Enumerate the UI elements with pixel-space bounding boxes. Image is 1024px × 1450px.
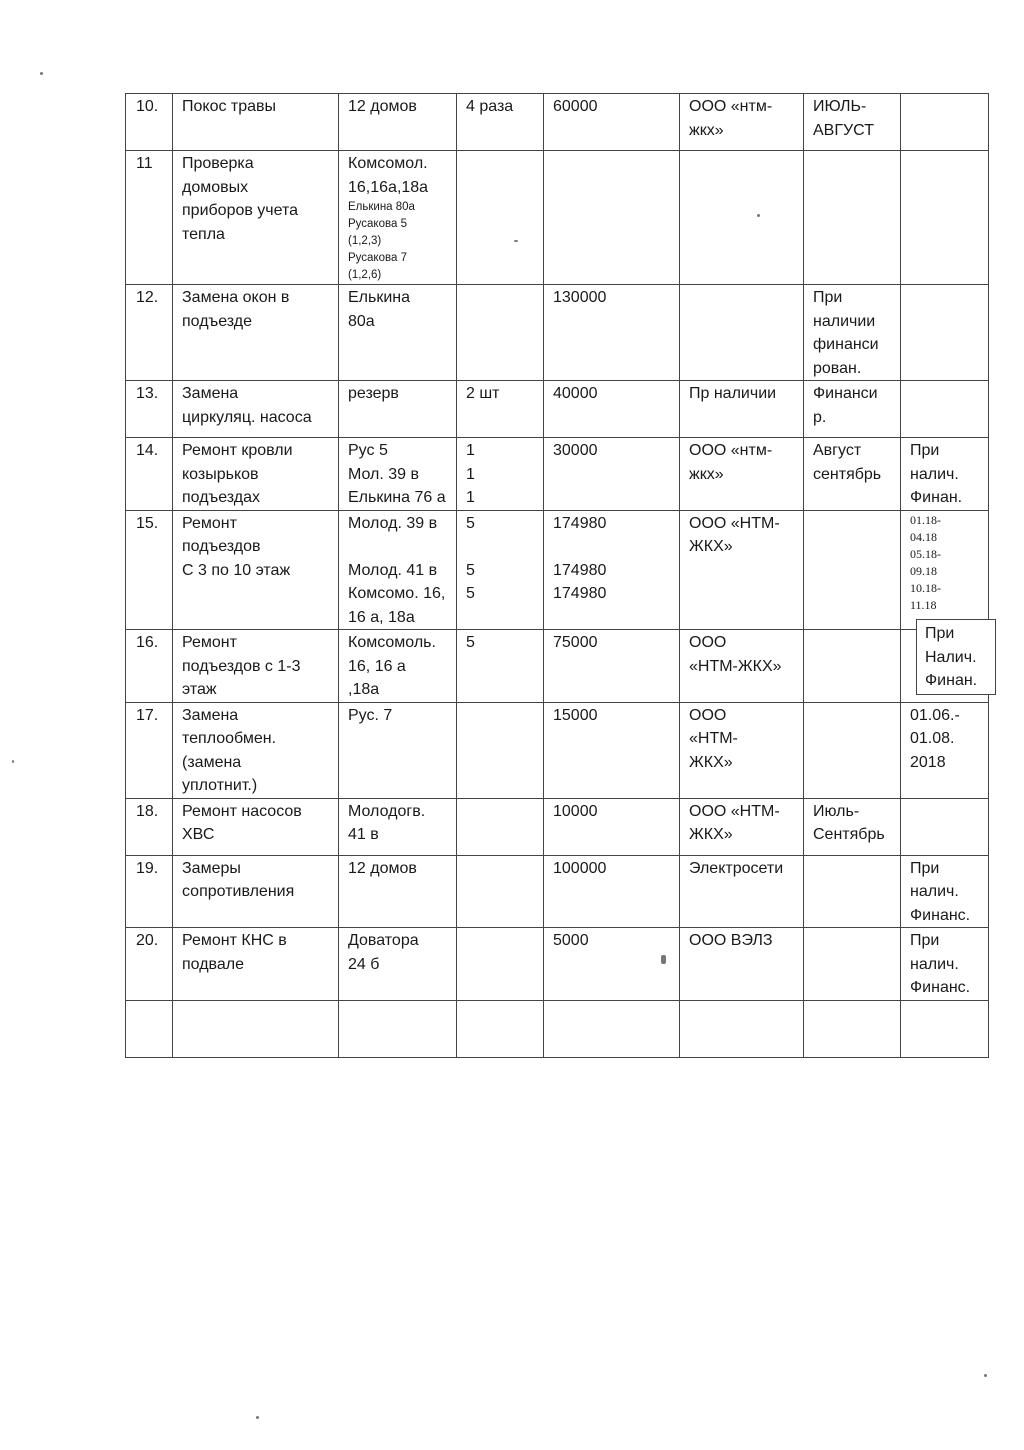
work-name: Покос травы <box>173 94 339 151</box>
note: При налич. Финанс. <box>901 928 989 1001</box>
period <box>804 928 901 1001</box>
amount: 75000 <box>544 630 680 703</box>
table-row <box>126 798 989 855</box>
period: Август сентябрь <box>804 438 901 511</box>
note: 01.06.- 01.08. 2018 <box>901 702 989 798</box>
object-address-main: Комсомол. 16,16а,18а <box>348 155 429 196</box>
quantity: 4 раза <box>457 94 544 151</box>
contractor: ООО «НТМ- ЖКХ» <box>680 798 804 855</box>
object-address: Елькина 80а <box>339 285 457 381</box>
amount: 5000 <box>544 928 680 1001</box>
table-row <box>126 928 989 1001</box>
note: При налич. Финанс. <box>901 855 989 928</box>
contractor: ООО «НТМ-ЖКХ» <box>680 630 804 703</box>
object-address: Комсомоль. 16, 16 а ,18а <box>339 630 457 703</box>
object-address-details: Елькина 80а Русакова 5 (1,2,3) Русакова 7 (1,2,6) <box>348 201 415 281</box>
quantity: 5 <box>457 630 544 703</box>
table-row <box>126 855 989 928</box>
contractor <box>680 285 804 381</box>
work-name: Проверка домовых приборов учета тепла <box>173 151 339 285</box>
note-box: При Налич. Финан. <box>916 619 996 695</box>
table-row <box>126 285 989 381</box>
object-address: Доватора 24 б <box>339 928 457 1001</box>
note <box>901 798 989 855</box>
period <box>804 510 901 630</box>
table-row <box>126 702 989 798</box>
contractor: Электросети <box>680 855 804 928</box>
row-number: 16. <box>126 630 173 703</box>
scan-speck <box>12 760 14 763</box>
note <box>901 1000 989 1057</box>
period <box>804 151 901 285</box>
table-row <box>126 381 989 438</box>
scan-speck <box>757 214 760 217</box>
contractor: Пр наличии <box>680 381 804 438</box>
period <box>804 1000 901 1057</box>
work-name: Замена теплообмен. (замена уплотнит.) <box>173 702 339 798</box>
contractor: ООО «нтм- жкх» <box>680 438 804 511</box>
work-name: Замена окон в подъезде <box>173 285 339 381</box>
amount: 15000 <box>544 702 680 798</box>
table-row <box>126 510 989 630</box>
quantity <box>457 855 544 928</box>
object-address: Рус. 7 <box>339 702 457 798</box>
scan-speck <box>256 1416 259 1419</box>
object-address: резерв <box>339 381 457 438</box>
contractor <box>680 1000 804 1057</box>
amount <box>544 151 680 285</box>
period: Финанси р. <box>804 381 901 438</box>
quantity <box>457 151 544 285</box>
work-name: Замена циркуляц. насоса <box>173 381 339 438</box>
amount: 100000 <box>544 855 680 928</box>
contractor: ООО «НТМ- ЖКХ» <box>680 510 804 630</box>
period: ИЮЛЬ- АВГУСТ <box>804 94 901 151</box>
quantity <box>457 928 544 1001</box>
table-row <box>126 630 989 703</box>
row-number: 18. <box>126 798 173 855</box>
note <box>901 151 989 285</box>
object-address <box>339 151 457 285</box>
object-address <box>339 1000 457 1057</box>
row-number <box>126 1000 173 1057</box>
contractor: ООО ВЭЛЗ <box>680 928 804 1001</box>
amount: 30000 <box>544 438 680 511</box>
amount: 10000 <box>544 798 680 855</box>
table-row <box>126 438 989 511</box>
row-number: 11 <box>126 151 173 285</box>
row-number: 15. <box>126 510 173 630</box>
contractor: ООО «нтм- жкх» <box>680 94 804 151</box>
contractor <box>680 151 804 285</box>
note-dates: 01.18- 04.18 05.18- 09.18 10.18- 11.18 <box>901 510 989 630</box>
row-number: 12. <box>126 285 173 381</box>
quantity: 5 5 5 <box>457 510 544 630</box>
amount: 60000 <box>544 94 680 151</box>
period <box>804 630 901 703</box>
work-name: Ремонт кровли козырьков подъездах <box>173 438 339 511</box>
row-number: 14. <box>126 438 173 511</box>
note: При налич. Финан. <box>901 438 989 511</box>
work-name <box>173 1000 339 1057</box>
quantity <box>457 702 544 798</box>
row-number: 20. <box>126 928 173 1001</box>
row-number: 10. <box>126 94 173 151</box>
object-address: 12 домов <box>339 94 457 151</box>
scan-speck <box>661 955 666 964</box>
work-name: Замеры сопротивления <box>173 855 339 928</box>
object-address: Молод. 39 в Молод. 41 в Комсомо. 16, 16 а, 18а <box>339 510 457 630</box>
table-row <box>126 1000 989 1057</box>
quantity <box>457 798 544 855</box>
object-address: Молодогв. 41 в <box>339 798 457 855</box>
quantity: 2 шт <box>457 381 544 438</box>
row-number: 19. <box>126 855 173 928</box>
object-address: 12 домов <box>339 855 457 928</box>
period: При наличии финанси рован. <box>804 285 901 381</box>
period <box>804 855 901 928</box>
amount: 174980 174980 174980 <box>544 510 680 630</box>
note <box>901 381 989 438</box>
work-name: Ремонт подъездов С 3 по 10 этаж <box>173 510 339 630</box>
quantity: 1 1 1 <box>457 438 544 511</box>
quantity <box>457 1000 544 1057</box>
period <box>804 702 901 798</box>
scan-speck <box>514 240 518 242</box>
amount <box>544 1000 680 1057</box>
amount: 130000 <box>544 285 680 381</box>
scan-speck <box>40 72 43 75</box>
amount: 40000 <box>544 381 680 438</box>
note <box>901 625 989 703</box>
object-address: Рус 5 Мол. 39 в Елькина 76 а <box>339 438 457 511</box>
quantity <box>457 285 544 381</box>
row-number: 17. <box>126 702 173 798</box>
table-row <box>126 94 989 151</box>
row-number: 13. <box>126 381 173 438</box>
scan-speck <box>984 1374 987 1377</box>
note <box>901 94 989 151</box>
period: Июль- Сентябрь <box>804 798 901 855</box>
contractor: ООО «НТМ- ЖКХ» <box>680 702 804 798</box>
work-name: Ремонт насосов ХВС <box>173 798 339 855</box>
work-name: Ремонт КНС в подвале <box>173 928 339 1001</box>
note <box>901 285 989 381</box>
works-table <box>125 93 989 1058</box>
table-row <box>126 151 989 285</box>
work-name: Ремонт подъездов с 1-3 этаж <box>173 630 339 703</box>
